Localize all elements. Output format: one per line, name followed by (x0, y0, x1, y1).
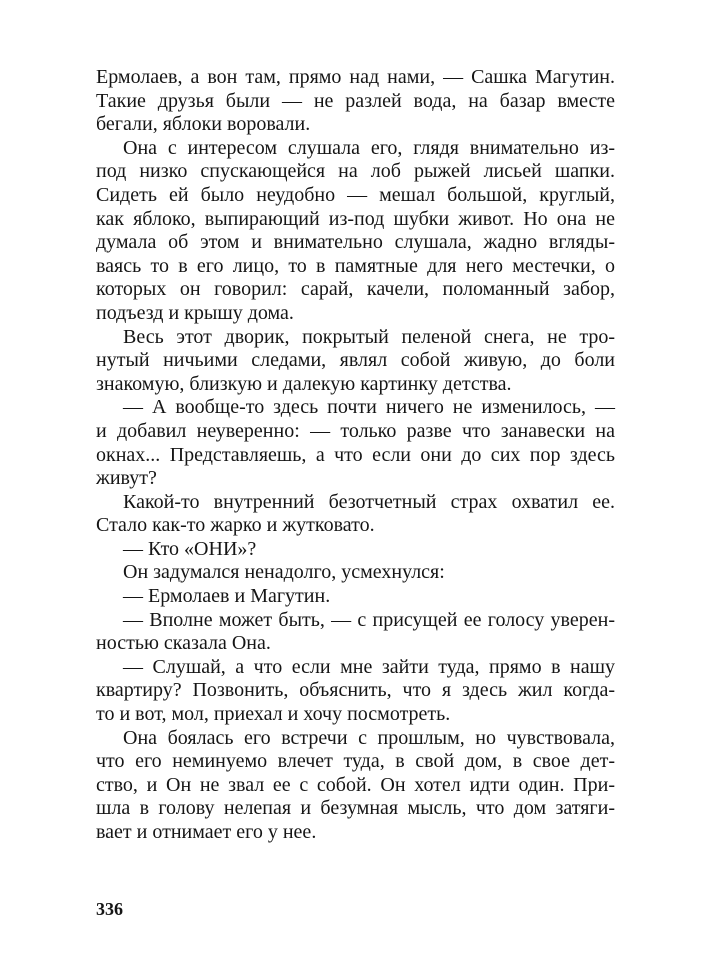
text-line: — Вполне может быть, — с присущей ее голосу уверен- (123, 608, 615, 631)
text-line: думала об этом и внимательно слушала, жадно вгляды- (96, 231, 615, 254)
text-line: Она боялась его встречи с прошлым, но чувствовала, (123, 726, 615, 749)
text-line: что его неминуемо влечет туда, в свой дом, в свое дет- (96, 750, 615, 773)
text-line: квартиру? Позвонить, объяснить, что я здесь жил когда- (96, 679, 615, 702)
text-line: шла в голову нелепая и безумная мысль, что дом затяги- (96, 797, 615, 820)
text-line: подъезд и крышу дома. (96, 301, 294, 324)
text-line: которых он говорил: сарай, качели, поломанный забор, (96, 278, 615, 301)
page-number: 336 (96, 899, 123, 919)
text-line: Стало как-то жарко и жутковато. (96, 514, 375, 537)
text-line: как яблоко, выпирающий из-под шубки живот. Но она не (96, 207, 615, 230)
text-line: под низко спускающейся на лоб рыжей лисьей шапки. (96, 160, 615, 183)
text-line: — Кто «ОНИ»? (123, 537, 257, 560)
text-line: ваясь то в его лицо, то в памятные для него местечки, о (96, 254, 615, 277)
text-line: Он задумался ненадолго, усмехнулся: (123, 561, 445, 584)
text-line: и добавил неуверенно: — только разве что занавески на (96, 419, 615, 442)
text-line: — Слушай, а что если мне зайти туда, прямо в нашу (123, 655, 615, 678)
text-line: Она с интересом слушала его, глядя внимательно из- (123, 136, 615, 159)
text-line: нутый ничьими следами, являл собой живую, до боли (96, 349, 615, 372)
text-line: знакомую, близкую и далекую картинку детства. (96, 372, 512, 395)
page-body-text (96, 66, 615, 845)
text-line: Такие друзья были — не разлей вода, на базар вместе (96, 89, 615, 112)
text-line: бегали, яблоки воровали. (96, 113, 311, 136)
text-line: Весь этот дворик, покрытый пеленой снега, не тро- (123, 325, 615, 348)
text-line: то и вот, мол, приехал и хочу посмотреть. (96, 703, 451, 726)
text-line: окнах... Представляешь, а что если они до сих пор здесь (96, 443, 615, 466)
text-line: вает и отнимает его у нее. (96, 821, 317, 843)
text-line: живут? (96, 467, 157, 490)
text-line: — А вообще-то здесь почти ничего не изменилось, — (123, 396, 615, 419)
text-line: ностью сказала Она. (96, 632, 271, 655)
text-line: Сидеть ей было неудобно — мешал большой, круглый, (96, 183, 615, 206)
text-line: Какой-то внутренний безотчетный страх охватил ее. (123, 490, 615, 513)
text-line: — Ермолаев и Магутин. (123, 585, 331, 608)
text-line: Ермолаев, а вон там, прямо над нами, — Сашка Магутин. (96, 66, 615, 88)
text-line: ство, и Он не звал ее с собой. Он хотел идти один. При- (96, 773, 615, 796)
